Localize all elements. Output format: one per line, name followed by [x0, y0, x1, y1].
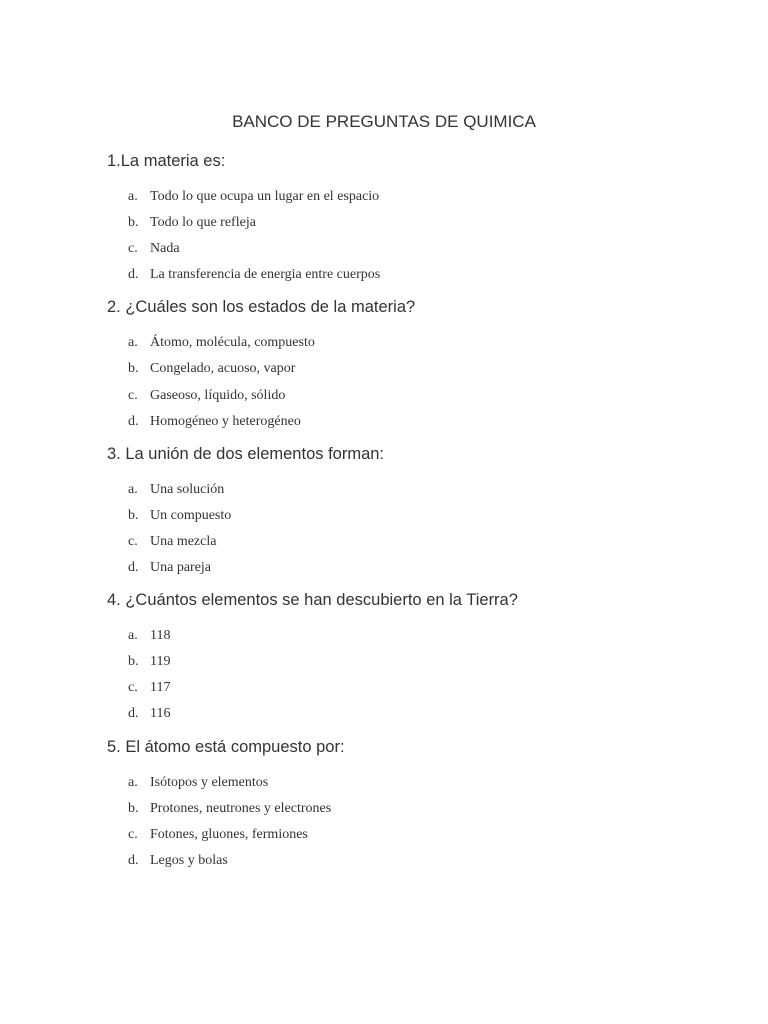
option-text: Protones, neutrones y electrones	[150, 800, 332, 816]
option-a	[107, 770, 707, 796]
option-c	[107, 822, 707, 848]
option-letter: b.	[128, 800, 139, 816]
option-letter: b.	[128, 507, 139, 523]
option-letter: d.	[128, 706, 139, 722]
question-5	[107, 734, 707, 874]
option-letter: c.	[128, 826, 138, 842]
option-b	[107, 796, 707, 822]
option-text: Todo lo que refleja	[150, 215, 256, 231]
document-title: BANCO DE PREGUNTAS DE QUIMICA	[232, 112, 536, 131]
question-4	[107, 587, 707, 727]
option-a	[107, 623, 707, 649]
option-b	[107, 210, 707, 236]
option-letter: b.	[128, 215, 139, 231]
option-letter: d.	[128, 852, 139, 868]
option-list	[107, 623, 707, 727]
option-text: 118	[150, 628, 171, 644]
option-text: Un compuesto	[150, 507, 232, 523]
option-text: Nada	[150, 241, 180, 257]
question-2	[107, 294, 707, 434]
option-list	[107, 330, 707, 434]
option-letter: d.	[128, 560, 139, 576]
option-d	[107, 848, 707, 874]
option-text: Legos y bolas	[150, 852, 228, 868]
option-letter: d.	[128, 267, 139, 283]
option-letter: b.	[128, 361, 139, 377]
option-text: Gaseoso, líquido, sólido	[150, 387, 286, 403]
option-text: Una mezcla	[150, 533, 217, 549]
option-letter: a.	[128, 335, 138, 351]
option-a	[107, 330, 707, 356]
option-list	[107, 477, 707, 581]
option-list	[107, 184, 707, 288]
option-list	[107, 770, 707, 874]
option-text: Una pareja	[150, 560, 212, 576]
question-text: 4. ¿Cuántos elementos se han descubierto en la Tierra?	[107, 591, 518, 610]
option-d	[107, 555, 707, 581]
option-c	[107, 675, 707, 701]
question-3	[107, 441, 707, 581]
option-text: La transferencia de energia entre cuerpos	[150, 267, 381, 283]
option-text: Homogéneo y heterogéneo	[150, 413, 301, 429]
option-letter: b.	[128, 654, 139, 670]
option-a	[107, 184, 707, 210]
option-d	[107, 701, 707, 727]
option-letter: c.	[128, 680, 138, 696]
option-text: 119	[150, 654, 171, 670]
option-letter: a.	[128, 774, 138, 790]
option-text: Todo lo que ocupa un lugar en el espacio	[150, 189, 380, 204]
option-text: 116	[150, 706, 171, 722]
option-letter: a.	[128, 628, 138, 644]
option-text: Una solución	[150, 481, 225, 497]
question-text: 5. El átomo está compuesto por:	[107, 737, 345, 756]
option-c	[107, 383, 707, 409]
option-text: Congelado, acuoso, vapor	[150, 361, 296, 377]
question-text: 1.La materia es:	[107, 152, 226, 170]
question-text: 2. ¿Cuáles son los estados de la materia?	[107, 298, 416, 317]
option-letter: c.	[128, 387, 138, 403]
option-a	[107, 477, 707, 503]
option-text: Fotones, gluones, fermiones	[150, 826, 308, 842]
option-c	[107, 236, 707, 262]
option-letter: d.	[128, 413, 139, 429]
question-list	[107, 148, 707, 874]
option-text: Átomo, molécula, compuesto	[150, 335, 315, 351]
question-1	[107, 148, 707, 288]
option-d	[107, 409, 707, 435]
option-letter: a.	[128, 189, 138, 204]
option-text: 117	[150, 680, 171, 696]
option-letter: c.	[128, 533, 138, 549]
question-text: 3. La unión de dos elementos forman:	[107, 444, 385, 463]
option-d	[107, 262, 707, 288]
option-b	[107, 356, 707, 382]
option-c	[107, 529, 707, 555]
option-b	[107, 503, 707, 529]
option-letter: a.	[128, 481, 138, 497]
option-text: Isótopos y elementos	[150, 774, 269, 790]
option-letter: c.	[128, 241, 138, 257]
option-b	[107, 649, 707, 675]
